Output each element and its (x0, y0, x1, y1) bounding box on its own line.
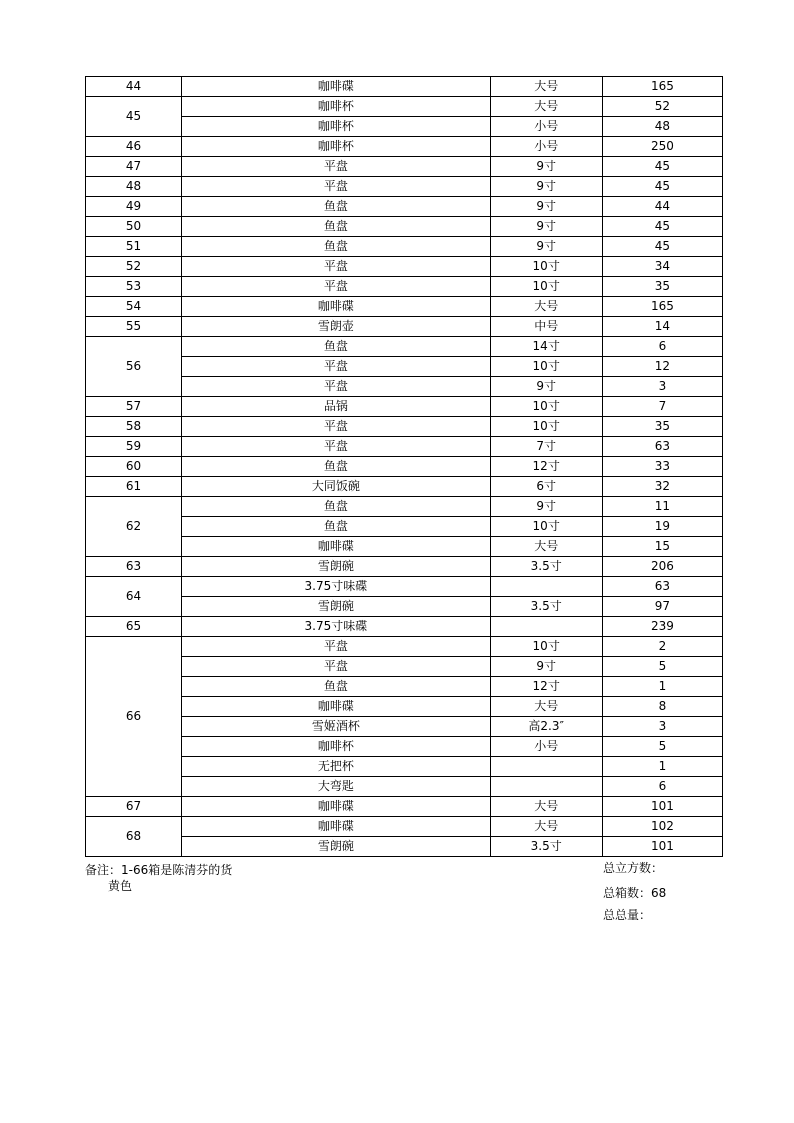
table-row (86, 557, 723, 577)
item-quantity-cell: 101 (602, 837, 722, 857)
item-name-cell: 平盘 (182, 357, 490, 377)
item-quantity-cell: 5 (602, 737, 722, 757)
table-row (86, 837, 723, 857)
item-quantity-cell: 6 (602, 777, 722, 797)
item-name-cell: 无把杯 (182, 757, 490, 777)
item-quantity-cell: 3 (602, 717, 722, 737)
item-spec-cell: 10寸 (490, 397, 602, 417)
item-spec-cell: 7寸 (490, 437, 602, 457)
item-name-cell: 3.75寸味碟 (182, 617, 490, 637)
table-row (86, 197, 723, 217)
item-quantity-cell: 5 (602, 657, 722, 677)
item-quantity-cell: 35 (602, 277, 722, 297)
item-name-cell: 平盘 (182, 257, 490, 277)
item-name-cell: 咖啡杯 (182, 737, 490, 757)
item-spec-cell: 14寸 (490, 337, 602, 357)
box-number-cell: 67 (86, 797, 182, 817)
item-spec-cell: 9寸 (490, 657, 602, 677)
item-quantity-cell: 52 (602, 97, 722, 117)
item-quantity-cell: 32 (602, 477, 722, 497)
table-row (86, 317, 723, 337)
item-name-cell: 鱼盘 (182, 217, 490, 237)
item-spec-cell: 10寸 (490, 637, 602, 657)
table-row (86, 757, 723, 777)
item-quantity-cell: 6 (602, 337, 722, 357)
item-quantity-cell: 12 (602, 357, 722, 377)
item-quantity-cell: 63 (602, 577, 722, 597)
box-number-cell: 44 (86, 77, 182, 97)
table-row (86, 137, 723, 157)
total-weight-label: 总总量： (603, 908, 652, 922)
item-spec-cell: 小号 (490, 137, 602, 157)
item-quantity-cell: 45 (602, 177, 722, 197)
item-name-cell: 咖啡杯 (182, 137, 490, 157)
box-number-cell: 65 (86, 617, 182, 637)
item-spec-cell: 中号 (490, 317, 602, 337)
item-quantity-cell: 45 (602, 157, 722, 177)
item-spec-cell (490, 757, 602, 777)
table-row (86, 77, 723, 97)
item-name-cell: 咖啡碟 (182, 797, 490, 817)
item-quantity-cell: 8 (602, 697, 722, 717)
item-quantity-cell: 250 (602, 137, 722, 157)
item-name-cell: 鱼盘 (182, 337, 490, 357)
box-number-cell: 60 (86, 457, 182, 477)
item-spec-cell: 9寸 (490, 377, 602, 397)
table-row (86, 537, 723, 557)
item-name-cell: 平盘 (182, 657, 490, 677)
item-spec-cell: 大号 (490, 797, 602, 817)
item-spec-cell: 大号 (490, 537, 602, 557)
item-spec-cell: 6寸 (490, 477, 602, 497)
item-name-cell: 鱼盘 (182, 197, 490, 217)
item-name-cell: 雪姬酒杯 (182, 717, 490, 737)
item-spec-cell: 12寸 (490, 677, 602, 697)
total-boxes-label: 总箱数：68 (603, 886, 667, 900)
table-row (86, 437, 723, 457)
item-name-cell: 大同饭碗 (182, 477, 490, 497)
item-name-cell: 咖啡碟 (182, 537, 490, 557)
item-name-cell: 咖啡碟 (182, 817, 490, 837)
table-row (86, 277, 723, 297)
table-row (86, 157, 723, 177)
remark-color-note: 黄色 (108, 879, 133, 893)
item-name-cell: 鱼盘 (182, 237, 490, 257)
item-quantity-cell: 165 (602, 297, 722, 317)
item-name-cell: 平盘 (182, 157, 490, 177)
table-body (86, 77, 723, 857)
item-spec-cell: 12寸 (490, 457, 602, 477)
item-quantity-cell: 2 (602, 637, 722, 657)
table-row (86, 237, 723, 257)
box-number-cell: 57 (86, 397, 182, 417)
item-quantity-cell: 33 (602, 457, 722, 477)
item-quantity-cell: 63 (602, 437, 722, 457)
table-row (86, 337, 723, 357)
item-spec-cell: 高2.3″ (490, 717, 602, 737)
item-quantity-cell: 3 (602, 377, 722, 397)
item-name-cell: 咖啡碟 (182, 697, 490, 717)
table-row (86, 637, 723, 657)
item-quantity-cell: 97 (602, 597, 722, 617)
item-quantity-cell: 44 (602, 197, 722, 217)
item-spec-cell: 9寸 (490, 197, 602, 217)
table-row (86, 797, 723, 817)
table-row (86, 357, 723, 377)
table-row (86, 517, 723, 537)
item-spec-cell: 10寸 (490, 517, 602, 537)
box-number-cell: 68 (86, 817, 182, 857)
item-name-cell: 平盘 (182, 377, 490, 397)
item-name-cell: 咖啡碟 (182, 297, 490, 317)
item-quantity-cell: 35 (602, 417, 722, 437)
item-name-cell: 雪朗碗 (182, 837, 490, 857)
item-spec-cell: 大号 (490, 97, 602, 117)
table-row (86, 817, 723, 837)
box-number-cell: 51 (86, 237, 182, 257)
box-number-cell: 49 (86, 197, 182, 217)
table-row (86, 257, 723, 277)
item-quantity-cell: 11 (602, 497, 722, 517)
table-row (86, 297, 723, 317)
item-quantity-cell: 45 (602, 237, 722, 257)
item-spec-cell: 10寸 (490, 277, 602, 297)
table-row (86, 697, 723, 717)
item-name-cell: 咖啡杯 (182, 117, 490, 137)
box-number-cell: 61 (86, 477, 182, 497)
item-quantity-cell: 19 (602, 517, 722, 537)
box-number-cell: 56 (86, 337, 182, 397)
table-row (86, 117, 723, 137)
table-row (86, 737, 723, 757)
item-spec-cell: 大号 (490, 817, 602, 837)
table-row (86, 677, 723, 697)
packing-list-table (85, 76, 723, 857)
item-spec-cell: 9寸 (490, 497, 602, 517)
table-row (86, 377, 723, 397)
item-spec-cell: 9寸 (490, 217, 602, 237)
item-quantity-cell: 15 (602, 537, 722, 557)
item-quantity-cell: 1 (602, 757, 722, 777)
item-quantity-cell: 7 (602, 397, 722, 417)
item-spec-cell: 3.5寸 (490, 837, 602, 857)
table-row (86, 477, 723, 497)
item-name-cell: 大弯匙 (182, 777, 490, 797)
table-row (86, 97, 723, 117)
item-spec-cell: 10寸 (490, 357, 602, 377)
total-volume-label: 总立方数： (603, 861, 664, 875)
item-spec-cell: 小号 (490, 117, 602, 137)
item-quantity-cell: 102 (602, 817, 722, 837)
item-quantity-cell: 206 (602, 557, 722, 577)
item-spec-cell: 3.5寸 (490, 597, 602, 617)
table-row (86, 217, 723, 237)
item-name-cell: 平盘 (182, 177, 490, 197)
box-number-cell: 52 (86, 257, 182, 277)
box-number-cell: 58 (86, 417, 182, 437)
box-number-cell: 54 (86, 297, 182, 317)
item-quantity-cell: 239 (602, 617, 722, 637)
item-name-cell: 鱼盘 (182, 517, 490, 537)
item-quantity-cell: 45 (602, 217, 722, 237)
item-name-cell: 平盘 (182, 437, 490, 457)
item-quantity-cell: 1 (602, 677, 722, 697)
item-spec-cell: 3.5寸 (490, 557, 602, 577)
item-spec-cell: 9寸 (490, 157, 602, 177)
box-number-cell: 50 (86, 217, 182, 237)
table-row (86, 657, 723, 677)
item-name-cell: 品锅 (182, 397, 490, 417)
box-number-cell: 48 (86, 177, 182, 197)
item-name-cell: 平盘 (182, 277, 490, 297)
item-name-cell: 鱼盘 (182, 497, 490, 517)
table-row (86, 777, 723, 797)
item-name-cell: 雪朗碗 (182, 557, 490, 577)
box-number-cell: 64 (86, 577, 182, 617)
table-row (86, 577, 723, 597)
item-spec-cell: 小号 (490, 737, 602, 757)
item-spec-cell: 9寸 (490, 177, 602, 197)
item-spec-cell (490, 777, 602, 797)
item-name-cell: 平盘 (182, 637, 490, 657)
box-number-cell: 53 (86, 277, 182, 297)
box-number-cell: 47 (86, 157, 182, 177)
item-quantity-cell: 165 (602, 77, 722, 97)
table-row (86, 457, 723, 477)
item-name-cell: 鱼盘 (182, 677, 490, 697)
item-spec-cell: 大号 (490, 77, 602, 97)
item-quantity-cell: 101 (602, 797, 722, 817)
table-row (86, 397, 723, 417)
item-name-cell: 平盘 (182, 417, 490, 437)
item-spec-cell: 大号 (490, 697, 602, 717)
item-name-cell: 雪朗碗 (182, 597, 490, 617)
table-row (86, 717, 723, 737)
item-spec-cell: 10寸 (490, 417, 602, 437)
remark-note: 备注：1-66箱是陈清芬的货 (85, 863, 233, 877)
item-spec-cell (490, 577, 602, 597)
table-row (86, 597, 723, 617)
item-name-cell: 鱼盘 (182, 457, 490, 477)
box-number-cell: 63 (86, 557, 182, 577)
item-name-cell: 咖啡杯 (182, 97, 490, 117)
item-spec-cell: 大号 (490, 297, 602, 317)
item-spec-cell (490, 617, 602, 637)
box-number-cell: 45 (86, 97, 182, 137)
table-row (86, 417, 723, 437)
box-number-cell: 55 (86, 317, 182, 337)
box-number-cell: 59 (86, 437, 182, 457)
box-number-cell: 66 (86, 637, 182, 797)
item-name-cell: 咖啡碟 (182, 77, 490, 97)
item-name-cell: 3.75寸味碟 (182, 577, 490, 597)
table-row (86, 617, 723, 637)
item-name-cell: 雪朗壶 (182, 317, 490, 337)
item-quantity-cell: 48 (602, 117, 722, 137)
table-row (86, 497, 723, 517)
item-spec-cell: 9寸 (490, 237, 602, 257)
box-number-cell: 46 (86, 137, 182, 157)
item-spec-cell: 10寸 (490, 257, 602, 277)
item-quantity-cell: 34 (602, 257, 722, 277)
table-row (86, 177, 723, 197)
item-quantity-cell: 14 (602, 317, 722, 337)
box-number-cell: 62 (86, 497, 182, 557)
